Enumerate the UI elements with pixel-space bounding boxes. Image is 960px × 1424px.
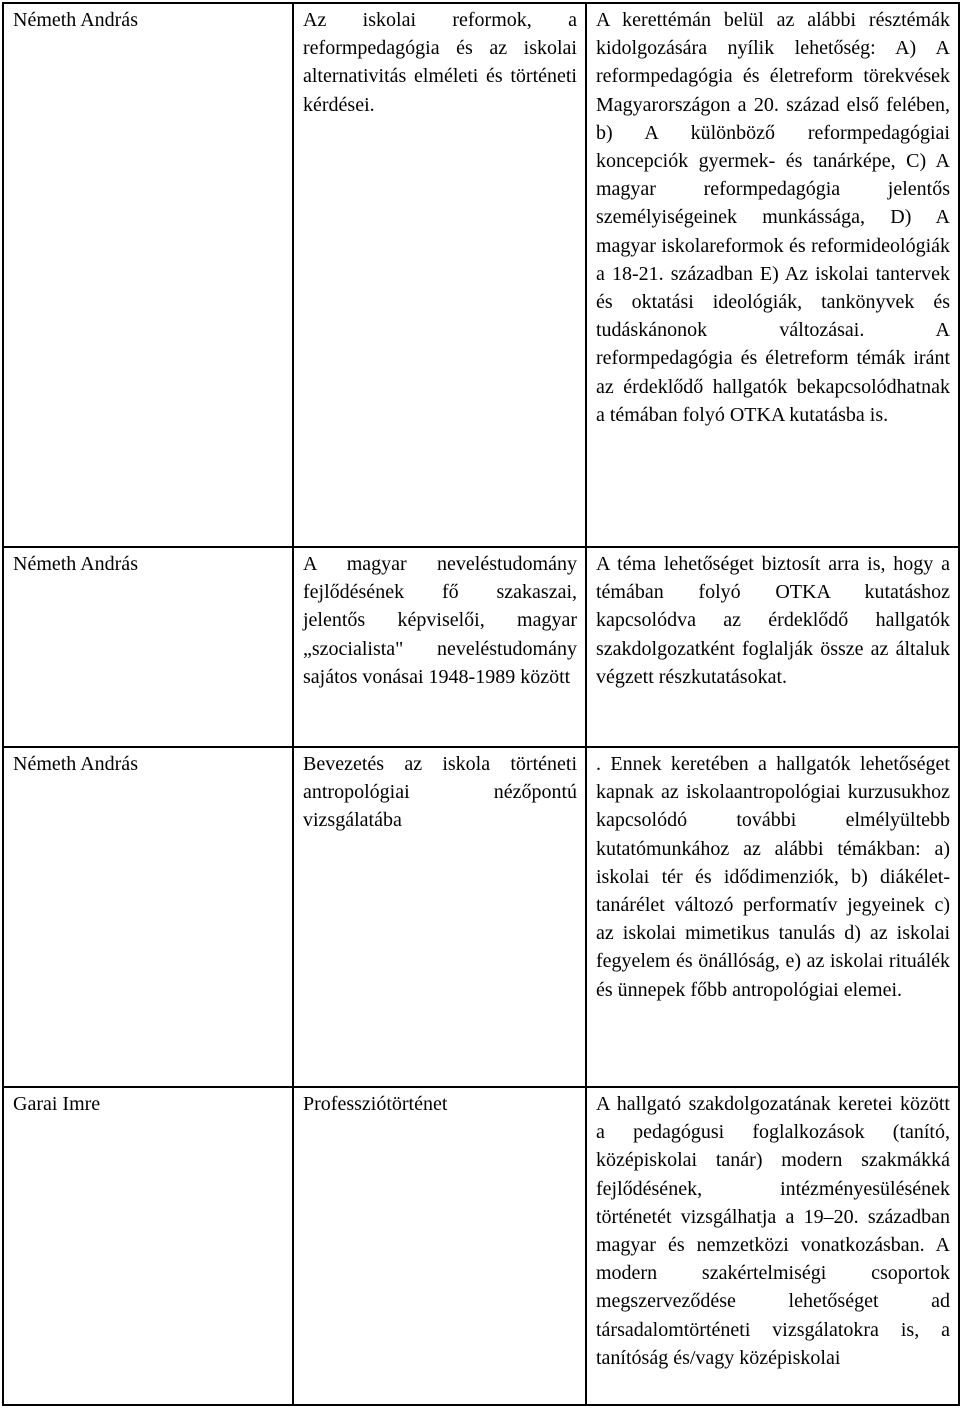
table-row — [3, 1087, 959, 1405]
topic-cell: A magyar neveléstudomány fejlődésének fő szakaszai, jelentős képviselői, magyar „szocialista" neveléstudomány sajátos vonásai 1948-1989 között — [293, 547, 586, 747]
topic-cell: Bevezetés az iskola történeti antropológiai nézőpontú vizsgálatába — [293, 747, 586, 1087]
description-cell: . Ennek keretében a hallgatók lehetőséget kapnak az iskolaantropológiai kurzusukhoz kapcsolódó további elmélyültebb kutatómunkához az alábbi témákban: a) iskolai tér és idődimenziók, b) diákélet-tanárélet változó performatív jegyeinek c) az iskolai mimetikus tanulás d) az iskolai fegyelem és önállóság, e) az iskolai rituálék és ünnepek főbb antropológiai elemei. — [586, 747, 959, 1087]
topic-cell: Professziótörténet — [293, 1087, 586, 1405]
thesis-topics-table — [2, 2, 960, 1406]
table-row — [3, 747, 959, 1087]
description-cell: A hallgató szakdolgozatának keretei között a pedagógusi foglalkozások (tanító, középiskolai tanár) modern szakmákká fejlődésének, intézményesülésének történetét vizsgálhatja a 19–20. században magyar és nemzetközi vonatkozásban. A modern szakértelmiségi csoportok megszerveződése lehetőséget ad társadalomtörténeti vizsgálatokra is, a tanítóság és/vagy középiskolai — [586, 1087, 959, 1405]
table-row — [3, 3, 959, 547]
description-cell: A kerettémán belül az alábbi résztémák kidolgozására nyílik lehetőség: A) A reformpedagógia és életreform törekvések Magyarországon a 20. század első felében, b) A különböző reformpedagógiai koncepciók gyermek- és tanárképe, C) A magyar reformpedagógia jelentős személyiségeinek munkássága, D) A magyar iskolareformok és reformideológiák a 18-21. században E) Az iskolai tantervek és oktatási ideológiák, tankönyvek és tudáskánonok változásai. A reformpedagógia és életreform témák iránt az érdeklődő hallgatók bekapcsolódhatnak a témában folyó OTKA kutatásba is. — [586, 3, 959, 547]
description-cell: A téma lehetőséget biztosít arra is, hogy a témában folyó OTKA kutatáshoz kapcsolódva az érdeklődő hallgatók szakdolgozatként foglalják össze az általuk végzett részkutatásokat. — [586, 547, 959, 747]
teacher-cell: Garai Imre — [3, 1087, 293, 1405]
table-row — [3, 547, 959, 747]
teacher-cell: Németh András — [3, 747, 293, 1087]
teacher-cell: Németh András — [3, 3, 293, 547]
teacher-cell: Németh András — [3, 547, 293, 747]
topic-cell: Az iskolai reformok, a reformpedagógia és az iskolai alternativitás elméleti és történeti kérdései. — [293, 3, 586, 547]
